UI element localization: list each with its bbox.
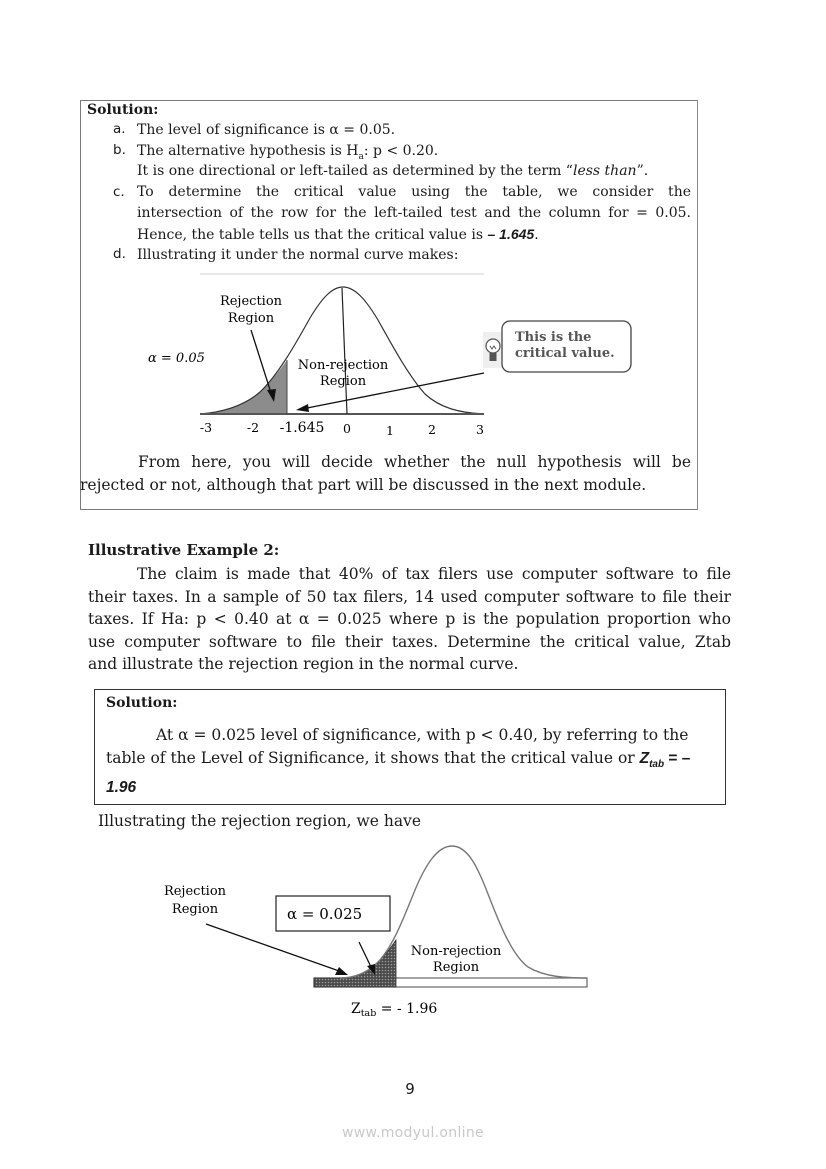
item-b-text: The alternative hypothesis is $H_a$: p < 0.20. bbox=[137, 143, 439, 162]
svg-text:-1.645: -1.645 bbox=[279, 420, 325, 436]
svg-text:Ztab = - 1.96: $Z_{tab}$ = - 1.96 bbox=[351, 1001, 438, 1019]
svg-text:α = 0.025: α = 0.025 bbox=[287, 905, 363, 923]
x-axis-ticks bbox=[200, 420, 484, 438]
item-c-line-3: Hence, the table tells us that the critical value is – 1.645. bbox=[137, 226, 539, 243]
item-d-marker: d. bbox=[113, 246, 126, 262]
svg-text:This is the: This is the bbox=[515, 330, 592, 345]
item-a-text: The level of significance is α = 0.05. bbox=[137, 122, 396, 138]
svg-text:critical value.: critical value. bbox=[515, 346, 615, 361]
svg-text:Non-rejection: Non-rejection bbox=[410, 944, 502, 959]
svg-text:-3: -3 bbox=[199, 420, 213, 435]
item-c-line-1: To determine the critical value using the table, we consider the bbox=[137, 184, 691, 200]
solution-1-conclusion: From here, you will decide whether the null hypothesis will be rejected or not, although that part will be discussed in the next module. bbox=[80, 453, 691, 494]
example-2-body: The claim is made that 40% of tax filers use computer software to file their taxes. In a sample of 50 tax filers, 14 used computer software to file their taxes. If Ha: p < 0.40 at α = 0.025 where p is the population proportion who use computer software to file their taxes. Determine the critical value, Ztab and illustrate the rejection region in the normal curve. bbox=[88, 565, 731, 673]
svg-text:Rejection: Rejection bbox=[219, 294, 283, 309]
watermark: www.modyul.online bbox=[342, 1125, 484, 1141]
item-a-marker: a. bbox=[113, 121, 126, 137]
svg-text:3: 3 bbox=[476, 422, 484, 437]
normal-curve-chart-2 bbox=[150, 835, 600, 1025]
item-d-text: Illustrating it under the normal curve makes: bbox=[137, 247, 459, 263]
svg-text:0: 0 bbox=[343, 421, 351, 436]
item-b-detail: It is one directional or left-tailed as determined by the term “less than”. bbox=[137, 163, 649, 179]
solution-2-body: At α = 0.025 level of significance, with p < 0.40, by referring to the table of the Level of Significance, it shows that the critical value or $Z_{tab}$ = – 1.96 bbox=[106, 726, 691, 797]
item-b-marker: b. bbox=[113, 142, 126, 158]
lightbulb-icon bbox=[483, 332, 503, 368]
normal-curve-chart-1 bbox=[140, 268, 640, 443]
svg-text:Region: Region bbox=[432, 960, 480, 975]
rejection-region-shading bbox=[200, 360, 287, 414]
solution-2-title: Solution: bbox=[106, 695, 178, 711]
item-c-line-2: intersection of the row for the left-tailed test and the column for = 0.05. bbox=[137, 205, 691, 221]
svg-text:2: 2 bbox=[428, 422, 436, 437]
page-number: 9 bbox=[405, 1080, 415, 1098]
solution-1-title: Solution: bbox=[87, 102, 159, 118]
svg-text:Region: Region bbox=[319, 374, 367, 389]
svg-text:Region: Region bbox=[171, 902, 219, 917]
item-c-marker: c. bbox=[113, 184, 125, 200]
illustrating-text: Illustrating the rejection region, we have bbox=[98, 812, 422, 830]
rejection-region-shading bbox=[314, 940, 396, 987]
svg-text:Region: Region bbox=[227, 311, 275, 326]
svg-text:Non-rejection: Non-rejection bbox=[297, 358, 389, 373]
svg-text:1: 1 bbox=[386, 423, 394, 438]
svg-text:Rejection: Rejection bbox=[163, 884, 227, 899]
example-2-title: Illustrative Example 2: bbox=[88, 541, 280, 559]
svg-text:-2: -2 bbox=[246, 420, 260, 435]
svg-text:α = 0.05: α = 0.05 bbox=[148, 351, 205, 366]
